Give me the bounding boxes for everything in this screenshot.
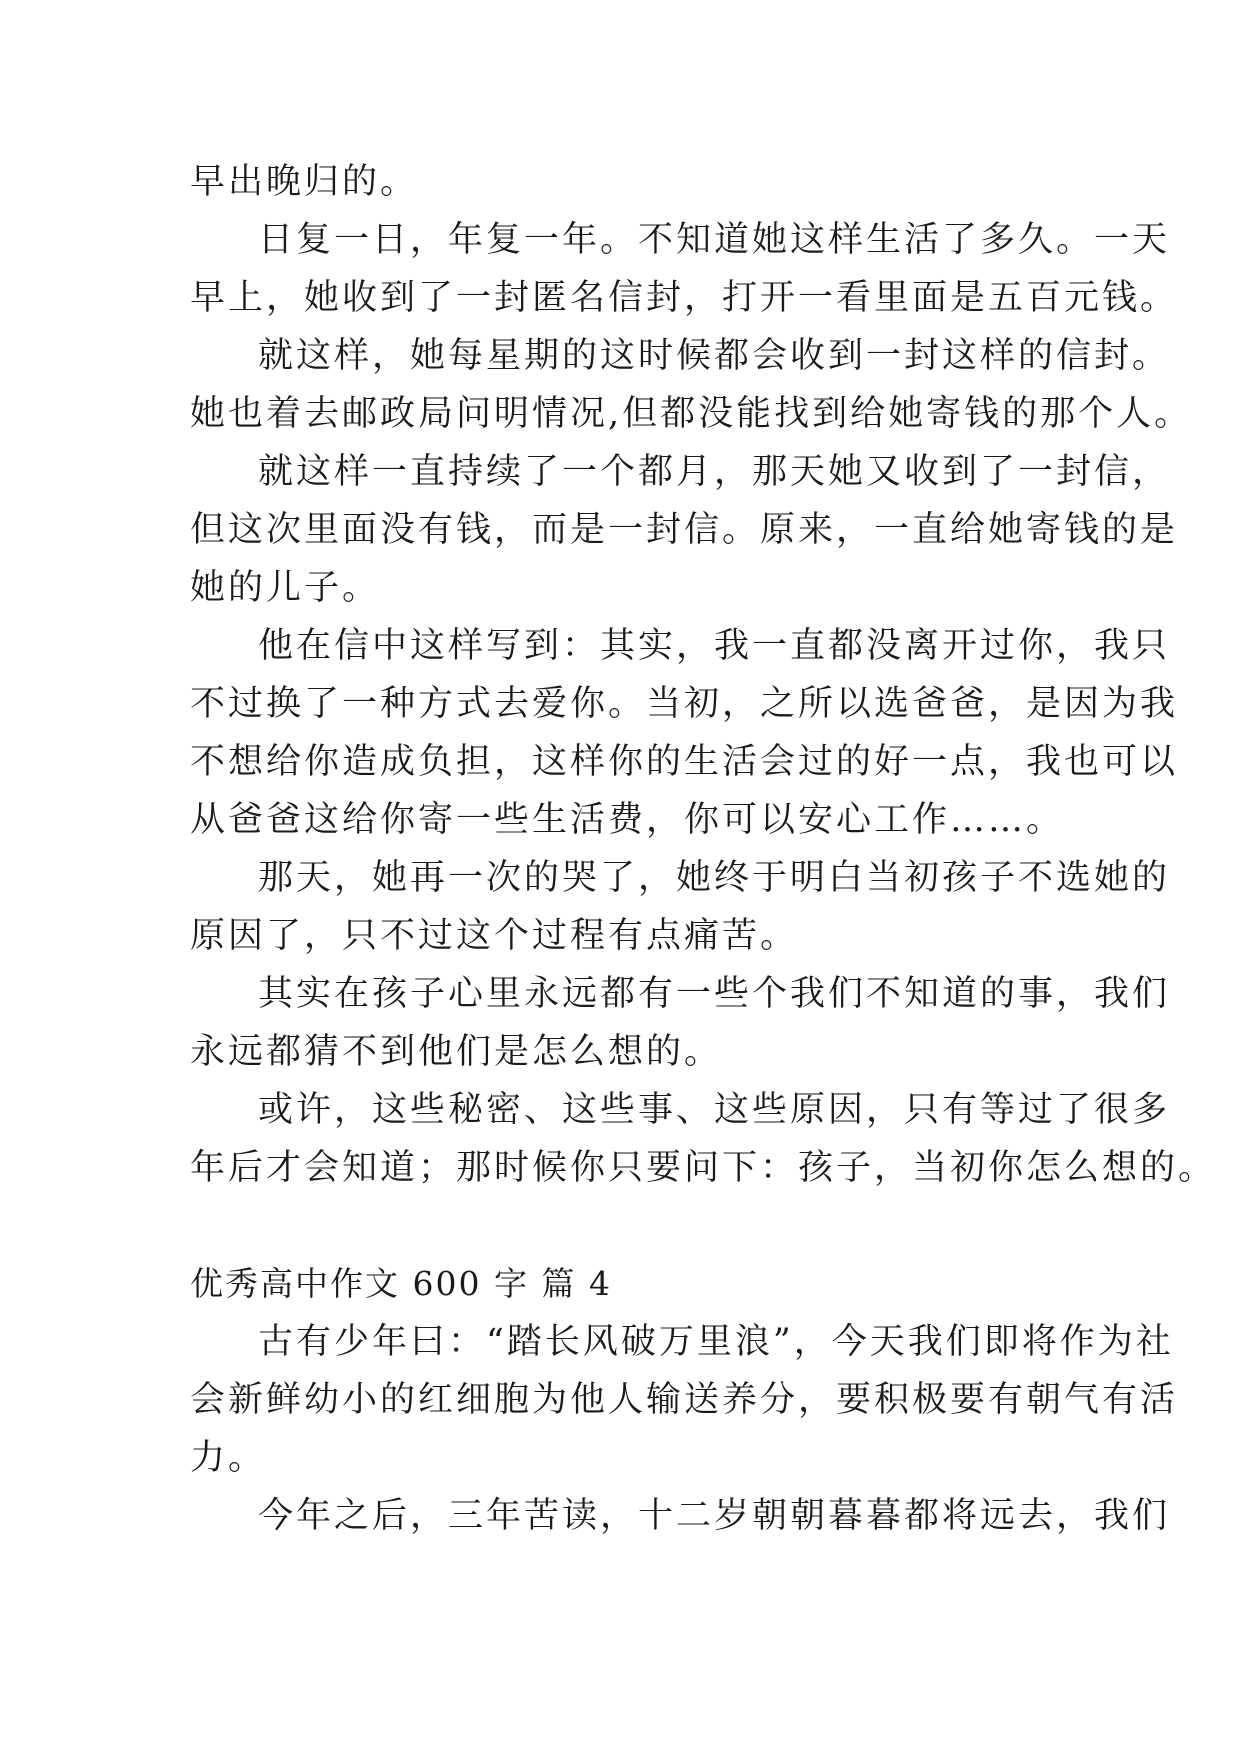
text-line: 或许，这些秘密、这些事、这些原因，只有等过了很多 [258, 1090, 1171, 1130]
text-line: 其实在孩子心里永远都有一些个我们不知道的事，我们 [258, 974, 1171, 1014]
text-line: 但这次里面没有钱，而是一封信。原来，一直给她寄钱的是 [190, 510, 1179, 550]
text-line: 古有少年曰：“踏长风破万里浪”，今天我们即将作为社 [258, 1322, 1174, 1362]
text-line: 就这样一直持续了一个都月，那天她又收到了一封信， [258, 452, 1171, 492]
text-line: 原因了，只不过这个过程有点痛苦。 [190, 916, 799, 956]
text-line: 年后才会知道；那时候你只要问下：孩子，当初你怎么想的。 [190, 1148, 1217, 1188]
text-line: 就这样，她每星期的这时候都会收到一封这样的信封。 [258, 336, 1171, 376]
section-heading: 优秀高中作文 600 字 篇 4 [190, 1264, 612, 1303]
text-line: 从爸爸这给你寄一些生活费，你可以安心工作……。 [190, 800, 1065, 840]
text-line: 她也着去邮政局问明情况,但都没能找到给她寄钱的那个人。 [190, 394, 1193, 434]
text-line: 力。 [190, 1438, 267, 1478]
text-line: 他在信中这样写到：其实，我一直都没离开过你，我只 [258, 626, 1171, 666]
text-line: 她的儿子。 [190, 568, 381, 608]
text-line: 今年之后，三年苦读，十二岁朝朝暮暮都将远去，我们 [258, 1496, 1171, 1536]
text-line: 不过换了一种方式去爱你。当初，之所以选爸爸，是因为我 [190, 684, 1179, 724]
text-line: 那天，她再一次的哭了，她终于明白当初孩子不选她的 [258, 858, 1171, 898]
text-line: 早上，她收到了一封匿名信封，打开一看里面是五百元钱。 [190, 278, 1179, 318]
text-line: 不想给你造成负担，这样你的生活会过的好一点，我也可以 [190, 742, 1179, 782]
text-line: 会新鲜幼小的红细胞为他人输送养分，要积极要有朝气有活 [190, 1380, 1179, 1420]
text-line: 日复一日，年复一年。不知道她这样生活了多久。一天 [258, 220, 1171, 260]
text-line: 永远都猜不到他们是怎么想的。 [190, 1032, 723, 1072]
text-line: 早出晚归的。 [190, 162, 419, 202]
